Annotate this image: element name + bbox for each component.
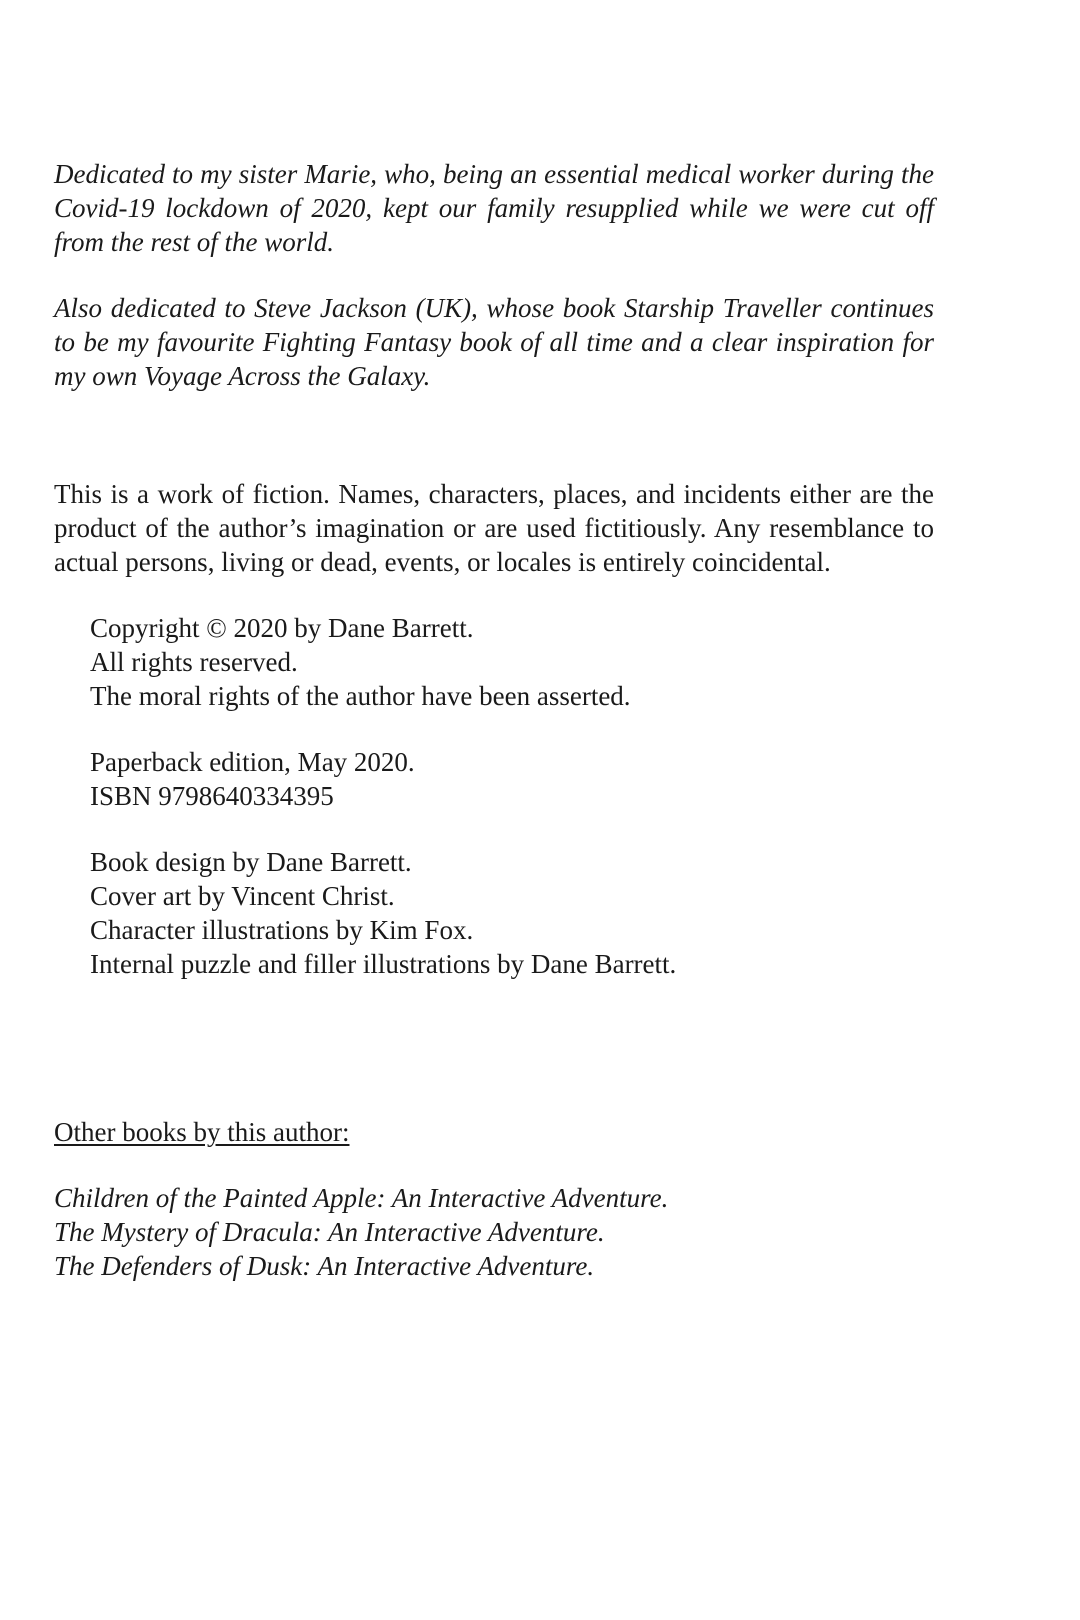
credit-line: Internal puzzle and filler illustrations by Dane Barrett.: [90, 949, 677, 979]
credit-line: Character illustrations by Kim Fox.: [90, 915, 474, 945]
copyright-line: Copyright © 2020 by Dane Barrett.: [90, 613, 474, 643]
other-books-heading: Other books by this author:: [54, 1117, 350, 1147]
design-credits: [90, 845, 934, 981]
edition-info: [90, 745, 934, 813]
book-title: Children of the Painted Apple: An Interactive Adventure.: [54, 1183, 669, 1213]
credit-line: Cover art by Vincent Christ.: [90, 881, 395, 911]
book-list: [54, 1181, 934, 1283]
credit-line: Book design by Dane Barrett.: [90, 847, 412, 877]
dedication-section: [54, 157, 934, 393]
edition-line: Paperback edition, May 2020.: [90, 747, 415, 777]
copyright-page: [54, 157, 934, 1283]
dedication-paragraph: Dedicated to my sister Marie, who, being an essential medical worker during the Covid-19 lockdown of 2020, kept our family resupplied while we were cut off from the rest of the world.: [54, 159, 934, 257]
book-title: The Mystery of Dracula: An Interactive Adventure.: [54, 1217, 605, 1247]
fiction-disclaimer: This is a work of fiction. Names, characters, places, and incidents either are the product of the author’s imagination or are used fictitiously. Any resemblance to actual persons, living or dead, events, or locales is entirely coincidental.: [54, 479, 934, 577]
other-books-section: [54, 1115, 934, 1283]
dedication-paragraph: Also dedicated to Steve Jackson (UK), whose book Starship Traveller continues to be my favourite Fighting Fantasy book of all time and a clear inspiration for my own Voyage Across the Galaxy.: [54, 293, 934, 391]
isbn-line: ISBN 9798640334395: [90, 781, 334, 811]
copyright-notice: [90, 611, 934, 713]
book-title: The Defenders of Dusk: An Interactive Adventure.: [54, 1251, 595, 1281]
credits-section: [54, 611, 934, 981]
moral-rights-line: The moral rights of the author have been asserted.: [90, 681, 631, 711]
rights-reserved-line: All rights reserved.: [90, 647, 298, 677]
